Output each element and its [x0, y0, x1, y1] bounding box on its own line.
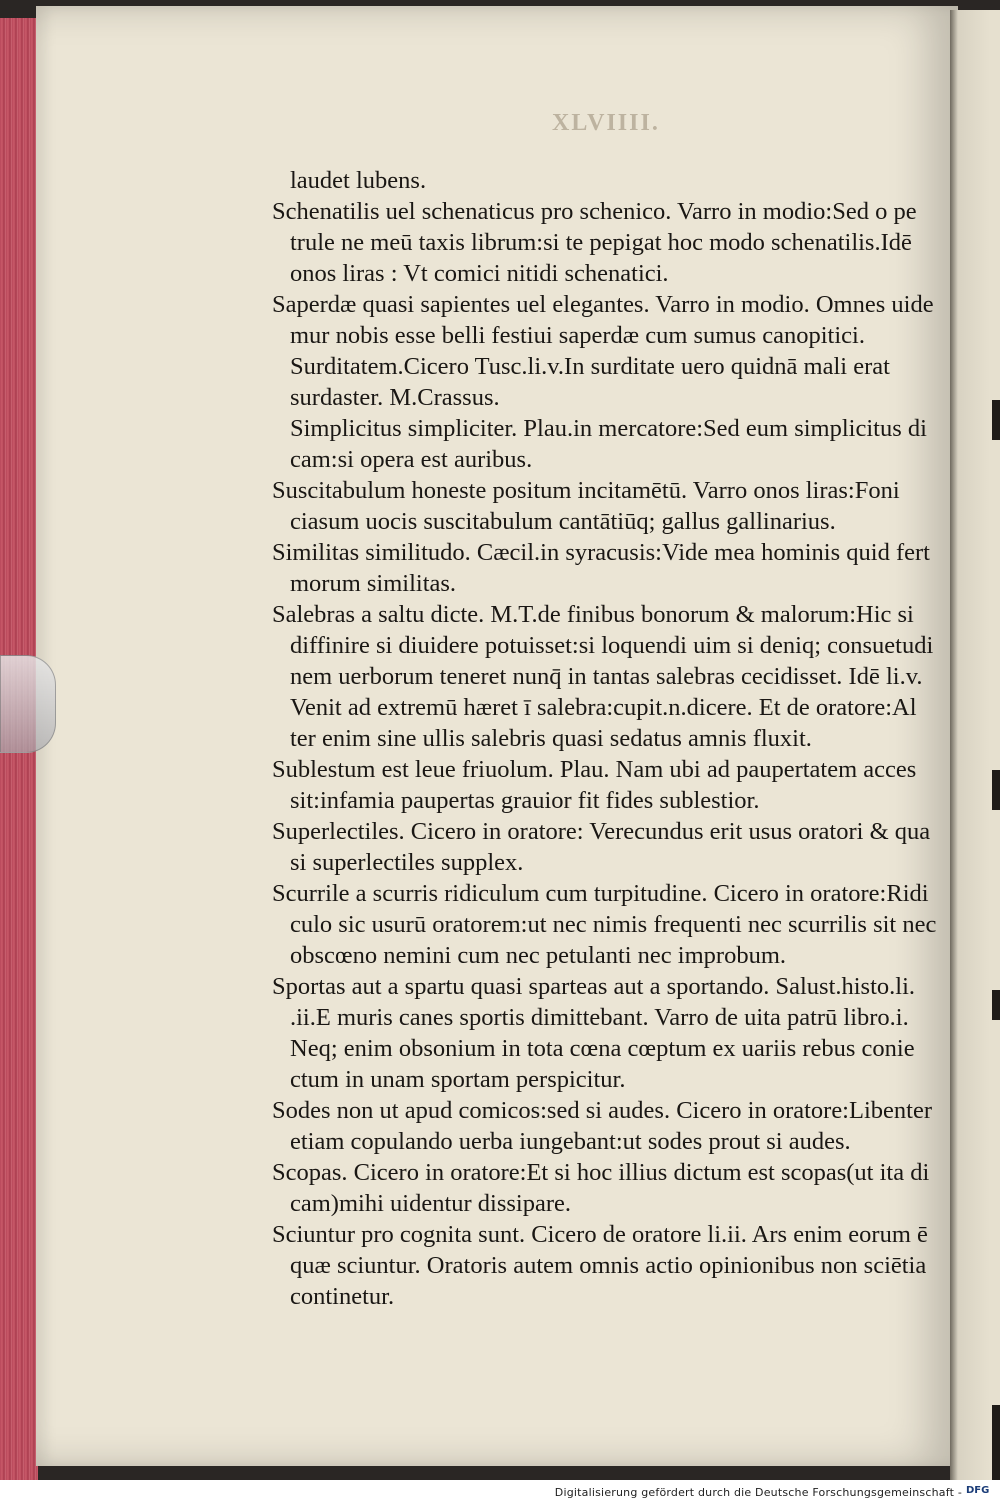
text-line: Venit ad extremū hæret ī salebra:cupit.n.dicere. Et de oratore:Al: [290, 694, 917, 721]
text-line: morum similitas.: [290, 570, 457, 597]
text-line: Neq; enim obsonium in tota cœna cœptum ex uariis rebus conie: [290, 1035, 915, 1062]
text-line: etiam copulando uerba iungebant:ut sodes prout si audes.: [290, 1128, 851, 1155]
footer-bar: [0, 1480, 1000, 1505]
dfg-logo: DFG: [966, 1485, 990, 1496]
text-line: si superlectiles supplex.: [290, 849, 524, 876]
text-line: diffinire si diuidere potuisset:si loquendi uim si deniq; consuetudi: [290, 632, 934, 659]
text-line: .ii.E muris canes sportis dimittebant. Varro de uita patrū libro.i.: [290, 1004, 909, 1031]
text-line: Sportas aut a spartu quasi sparteas aut a sportando. Salust.histo.li.: [272, 973, 916, 1000]
bleed-mark: [992, 1405, 1000, 1480]
bleed-mark: [992, 990, 1000, 1020]
text-line: Superlectiles. Cicero in oratore: Verecundus erit usus oratori & qua: [272, 818, 931, 845]
text-line: cam:si opera est auribus.: [290, 446, 533, 473]
text-line: nem uerborum teneret nunq̄ in tantas salebras cecidisset. Idē li.v.: [290, 663, 923, 690]
text-line: mur nobis esse belli festiui saperdæ cum sumus canopitici.: [290, 322, 865, 349]
next-page-edge: [950, 10, 1000, 1480]
text-line: Saperdæ quasi sapientes uel elegantes. Varro in modio. Omnes uide: [272, 291, 934, 318]
text-line: ter enim sine ullis salebris quasi sedatus amnis fluxit.: [290, 725, 812, 752]
page-text: [272, 165, 937, 1312]
text-line: sit:infamia paupertas grauior fit fides sublestior.: [290, 787, 760, 814]
bleed-mark: [992, 770, 1000, 810]
text-line: continetur.: [290, 1283, 395, 1310]
text-line: trule ne meū taxis librum:si te pepigat hoc modo schenatilis.Idē: [290, 229, 912, 256]
text-line: Sciuntur pro cognita sunt. Cicero de oratore li.ii. Ars enim eorum ē: [272, 1221, 928, 1248]
text-line: Simplicitus simpliciter. Plau.in mercatore:Sed eum simplicitus di: [290, 415, 927, 442]
text-line: ciasum uocis suscitabulum cantātiūq; gallus gallinarius.: [290, 508, 836, 535]
text-line: ctum in unam sportam perspicitur.: [290, 1066, 626, 1093]
text-line: Surditatem.Cicero Tusc.li.v.In surditate uero quidnā mali erat: [290, 353, 890, 380]
text-line: Scopas. Cicero in oratore:Et si hoc illius dictum est scopas(ut ita di: [272, 1159, 930, 1186]
footer-credit: Digitalisierung gefördert durch die Deutsche Forschungsgemeinschaft -: [554, 1486, 962, 1499]
text-line: Sodes non ut apud comicos:sed si audes. Cicero in oratore:Libenter: [272, 1097, 932, 1124]
text-line: quæ sciuntur. Oratoris autem omnis actio opinionibus non sciētia: [290, 1252, 927, 1279]
text-line: Scurrile a scurris ridiculum cum turpitudine. Cicero in oratore:Ridi: [272, 880, 929, 907]
text-line: Sublestum est leue friuolum. Plau. Nam ubi ad paupertatem acces: [272, 756, 917, 783]
text-line: Suscitabulum honeste positum incitamētū. Varro onos liras:Foni: [272, 477, 900, 504]
text-line: Schenatilis uel schenaticus pro schenico. Varro in modio:Sed o pe: [272, 198, 917, 225]
text-line: onos liras : Vt comici nitidi schenatici.: [290, 260, 669, 287]
text-line: surdaster. M.Crassus.: [290, 384, 500, 411]
text-line: obscœno nemini cum nec petulanti nec improbum.: [290, 942, 787, 969]
folio-number: XLVIIII.: [552, 110, 660, 136]
page-clip: [0, 655, 56, 753]
text-line: laudet lubens.: [290, 167, 427, 194]
text-line: Salebras a saltu dicte. M.T.de finibus bonorum & malorum:Hic si: [272, 601, 914, 628]
text-line: cam)mihi uidentur dissipare.: [290, 1190, 571, 1217]
bleed-mark: [992, 400, 1000, 440]
text-line: culo sic usurū oratorem:ut nec nimis frequenti nec scurrilis sit nec: [290, 911, 937, 938]
text-line: Similitas similitudo. Cæcil.in syracusis:Vide mea hominis quid fert: [272, 539, 930, 566]
